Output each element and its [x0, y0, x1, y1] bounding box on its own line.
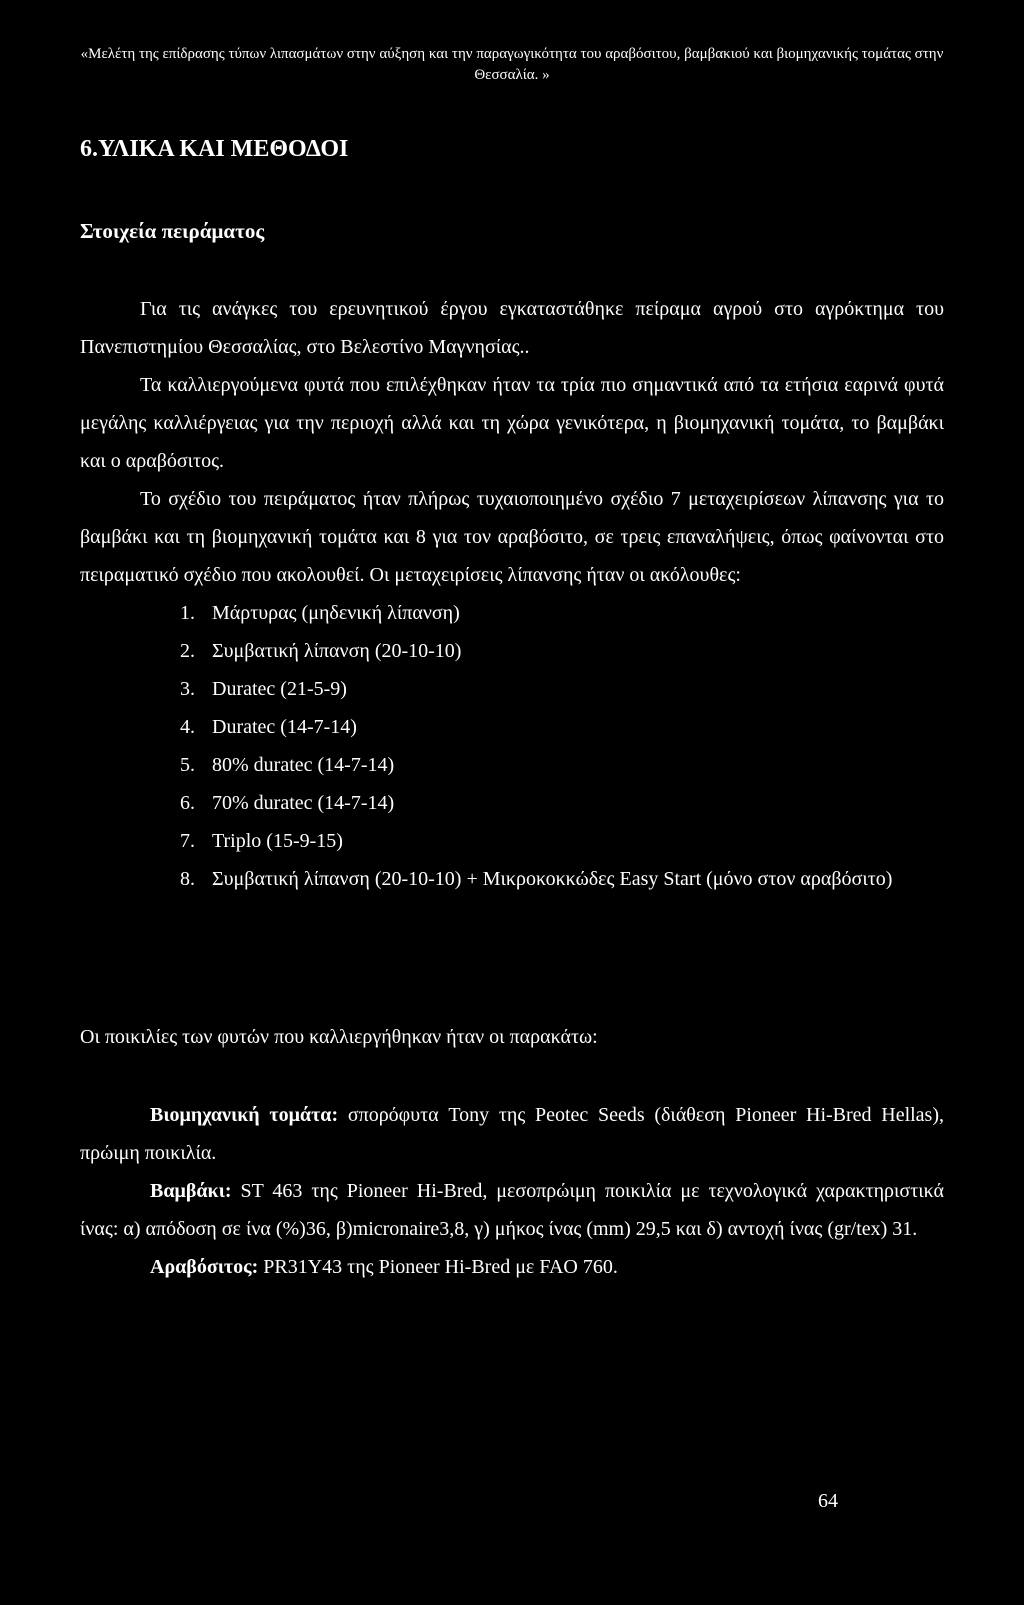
list-item-number: 7.	[180, 830, 195, 852]
list-item-text: 70% duratec (14-7-14)	[212, 792, 395, 814]
varieties-intro: Οι ποικιλίες των φυτών που καλλιεργήθηκαν ήταν οι παρακάτω:	[80, 1026, 598, 1048]
treatment-list	[80, 594, 944, 898]
list-item-number: 2.	[180, 640, 195, 662]
list-item-text: Συμβατική λίπανση (20-10-10)	[212, 640, 462, 662]
variety-description: ST 463 της Pioneer Hi-Bred, μεσοπρώιμη ποικιλία με τεχνολογικά χαρακτηριστικά ίνας: α) απόδοση σε ίνα (%)36, β)micronaire3,8, γ) μήκος ίνας (mm) 29,5 και δ) αντοχή ίνας (gr/tex) 31.	[80, 1180, 944, 1240]
list-item	[180, 670, 944, 708]
variety-label: Βαμβάκι:	[150, 1180, 232, 1202]
list-item-number: 4.	[180, 716, 195, 738]
list-item	[180, 708, 944, 746]
list-item-text: Μάρτυρας (μηδενική λίπανση)	[212, 602, 460, 624]
list-item-text: Triplo (15-9-15)	[212, 830, 343, 852]
varieties-section	[80, 1018, 944, 1286]
list-item-text: Duratec (14-7-14)	[212, 716, 357, 738]
variety-label: Αραβόσιτος:	[150, 1256, 259, 1278]
list-item	[180, 746, 944, 784]
list-item	[180, 860, 944, 898]
variety-maize	[80, 1248, 944, 1286]
section-title: Στοιχεία πειράματος	[80, 219, 265, 243]
paragraph-3: Το σχέδιο του πειράματος ήταν πλήρως τυχαιοποιημένο σχέδιο 7 μεταχειρίσεων λίπανσης για το βαμβάκι και τη βιομηχανική τομάτα και 8 για τον αραβόσιτο, σε τρεις επαναλήψεις, όπως φαίνονται στο πειραματικό σχέδιο που ακολουθεί. Οι μεταχειρίσεις λίπανσης ήταν οι ακόλουθες:	[80, 488, 944, 586]
list-item-number: 8.	[180, 868, 195, 890]
list-item	[180, 632, 944, 670]
list-item-text: 80% duratec (14-7-14)	[212, 754, 395, 776]
list-item-text: Duratec (21-5-9)	[212, 678, 347, 700]
variety-label: Βιομηχανική τομάτα:	[150, 1104, 339, 1126]
list-item-number: 5.	[180, 754, 195, 776]
list-item-text: Συμβατική λίπανση (20-10-10) + Μικροκοκκώδες Easy Start (μόνο στον αραβόσιτο)	[212, 868, 893, 890]
list-item	[180, 822, 944, 860]
variety-description: σπορόφυτα Tony της Peotec Seeds (διάθεση Pioneer Hi-Bred Hellas), πρώιμη ποικιλία.	[80, 1104, 944, 1164]
paragraph-1: Για τις ανάγκες του ερευνητικού έργου εγκαταστάθηκε πείραμα αγρού στο αγρόκτημα του Πανεπιστημίου Θεσσαλίας, στο Βελεστίνο Μαγνησίας..	[80, 298, 944, 358]
list-item	[180, 594, 944, 632]
page-number: 64	[818, 1490, 838, 1512]
variety-cotton	[80, 1172, 944, 1248]
variety-description: PR31Y43 της Pioneer Hi-Bred με FAO 760.	[258, 1256, 618, 1278]
list-item	[180, 784, 944, 822]
body-text	[80, 290, 944, 898]
list-item-number: 3.	[180, 678, 195, 700]
list-item-number: 6.	[180, 792, 195, 814]
running-header: «Μελέτη της επίδρασης τύπων λιπασμάτων στην αύξηση και την παραγωγικότητα του αραβόσιτου, βαμβακιού και βιομηχανικής τομάτας στην Θεσσαλία. »	[80, 46, 944, 83]
chapter-title: 6.ΥΛΙΚΑ ΚΑΙ ΜΕΘΟΔΟΙ	[80, 136, 349, 162]
paragraph-2: Τα καλλιεργούμενα φυτά που επιλέχθηκαν ήταν τα τρία πιο σημαντικά από τα ετήσια εαρινά φυτά μεγάλης καλλιέργειας για την περιοχή αλλά και τη χώρα γενικότερα, η βιομηχανική τομάτα, το βαμβάκι και ο αραβόσιτος.	[80, 374, 944, 472]
list-item-number: 1.	[180, 602, 195, 624]
variety-tomato	[80, 1096, 944, 1172]
